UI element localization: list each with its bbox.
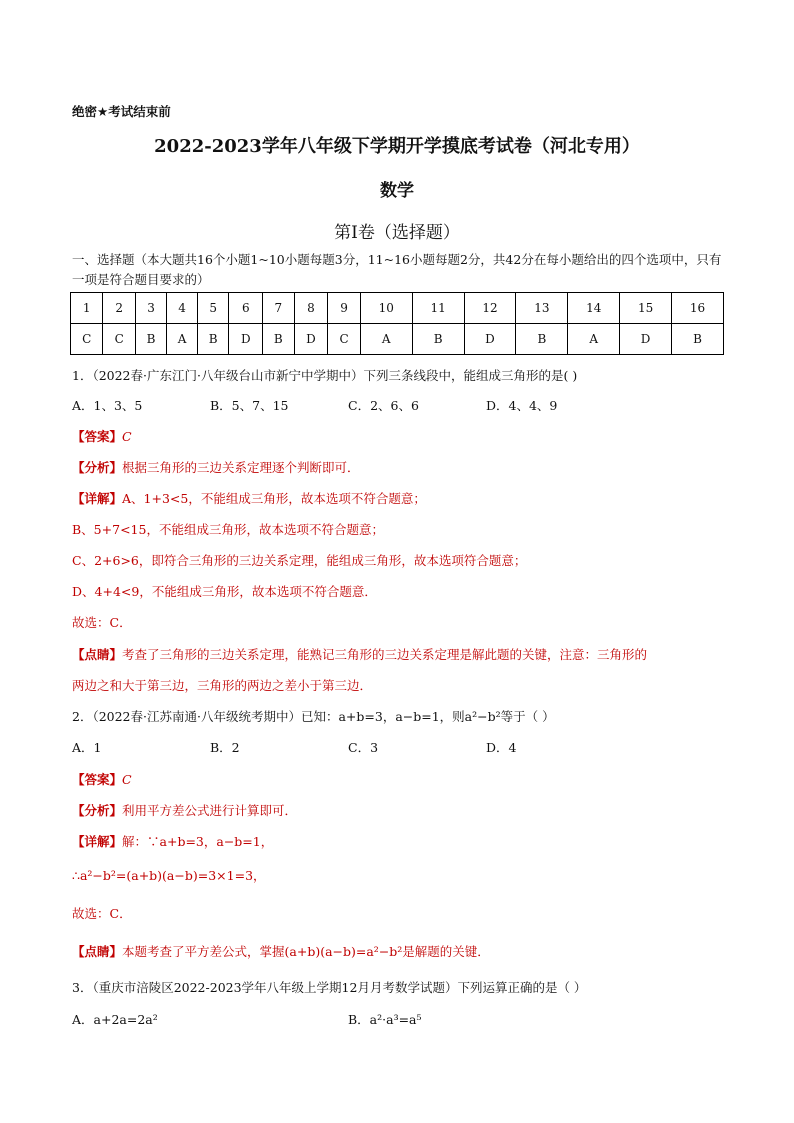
answer-cell: B	[516, 324, 568, 355]
q1-option-d: D．4、4、9	[486, 398, 558, 413]
q3-option-b: B．a²·a³=a⁵	[348, 1012, 422, 1027]
analysis-text: 根据三角形的三边关系定理逐个判断即可．	[122, 460, 360, 475]
detail-text: 解：∵a+b=3，a−b=1，	[122, 834, 274, 849]
question-number: 13	[516, 293, 568, 324]
question-number: 10	[360, 293, 412, 324]
question-number: 1	[71, 293, 103, 324]
q2-detail-2: ∴a²−b²=(a+b)(a−b)=3×1=3，	[72, 868, 266, 883]
confidential-mark: 绝密★考试结束前	[72, 104, 171, 119]
q2-stem	[72, 707, 555, 725]
subject-title: 数学	[380, 181, 414, 201]
answer-cell: A	[360, 324, 412, 355]
comment-text: 本题考查了平方差公式，掌握(a+b)(a−b)=a²−b²是解题的关键．	[122, 944, 490, 959]
answer-cell: B	[412, 324, 464, 355]
q1-option-a: A．1、3、5	[72, 398, 143, 413]
comment-text: 考查了三角形的三边关系定理，能熟记三角形的三边关系定理是解此题的关键，注意：三角形的	[122, 647, 648, 662]
answer-value: C	[122, 429, 132, 444]
question-number: 8	[294, 293, 328, 324]
q1-option-c: C．2、6、6	[348, 398, 419, 413]
q1-comment-2: 两边之和大于第三边，三角形的两边之差小于第三边．	[72, 678, 373, 693]
answer-cell: C	[103, 324, 135, 355]
answer-cell: B	[135, 324, 166, 355]
analysis-label: 【分析】	[72, 460, 123, 475]
q1-choice: 故选：C．	[72, 615, 132, 630]
answer-label: 【答案】	[72, 772, 123, 787]
answer-value: C	[122, 772, 132, 787]
q1-stem: 1．（2022春·广东江门·八年级台山市新宁中学期中）下列三条线段中，能组成三角形的是( )	[72, 368, 578, 383]
answer-cell: D	[620, 324, 672, 355]
q2-option-a: A．1	[72, 740, 102, 755]
volume-title: 第Ⅰ卷（选择题）	[334, 223, 460, 243]
q1-detail-4: D、4+4<9，不能组成三角形，故本选项不符合题意．	[72, 584, 377, 599]
answer-cell: A	[167, 324, 198, 355]
analysis-label: 【分析】	[72, 803, 123, 818]
section-instructions: 一、选择题（本大题共16个小题1~10小题每题3分，11~16小题每题2分，共42分在每小题给出的四个选项中，只有一项是符合题目要求的）	[72, 252, 722, 287]
answer-cell: A	[568, 324, 620, 355]
question-number: 14	[568, 293, 620, 324]
detail-text: A、1+3<5，不能组成三角形，故本选项不符合题意；	[122, 491, 426, 506]
q1-comment-1	[72, 645, 647, 663]
answer-table-number-row	[71, 293, 724, 324]
question-number: 2	[103, 293, 135, 324]
question-number: 12	[464, 293, 516, 324]
q2-stem-prefix: 2．（2022春·江苏南通·八年级统考期中）已知：	[72, 709, 339, 724]
q3-option-a: A．a+2a=2a²	[72, 1012, 158, 1027]
q2-stem-math: a+b=3，a−b=1，则a²−b²等于（ ）	[338, 709, 555, 724]
answer-table	[70, 292, 724, 355]
detail-label: 【详解】	[72, 491, 123, 506]
comment-label: 【点睛】	[72, 647, 123, 662]
answer-cell: C	[328, 324, 360, 355]
question-number: 15	[620, 293, 672, 324]
q2-detail-1	[72, 832, 273, 850]
question-number: 4	[167, 293, 198, 324]
q2-choice: 故选：C．	[72, 906, 132, 921]
q1-option-b: B．5、7、15	[210, 398, 289, 413]
q2-answer	[72, 770, 132, 788]
q2-option-b: B．2	[210, 740, 240, 755]
q1-analysis	[72, 458, 360, 476]
answer-table-answer-row	[71, 324, 724, 355]
question-number: 11	[412, 293, 464, 324]
question-number: 16	[672, 293, 724, 324]
exam-title: 2022-2023学年八年级下学期开学摸底考试卷（河北专用）	[154, 136, 640, 157]
comment-label: 【点睛】	[72, 944, 123, 959]
q2-analysis	[72, 801, 297, 819]
q1-detail-3: C、2+6>6，即符合三角形的三边关系定理，能组成三角形，故本选项符合题意；	[72, 553, 527, 568]
answer-cell: D	[229, 324, 263, 355]
detail-label: 【详解】	[72, 834, 123, 849]
answer-cell: B	[198, 324, 229, 355]
question-number: 5	[198, 293, 229, 324]
answer-cell: D	[464, 324, 516, 355]
answer-cell: B	[263, 324, 294, 355]
question-number: 7	[263, 293, 294, 324]
q3-stem: 3．（重庆市涪陵区2022-2023学年八年级上学期12月月考数学试题）下列运算正确的是（ ）	[72, 980, 587, 995]
q1-answer	[72, 427, 132, 445]
q2-option-d: D．4	[486, 740, 517, 755]
answer-cell: C	[71, 324, 103, 355]
question-number: 9	[328, 293, 360, 324]
analysis-text: 利用平方差公式进行计算即可．	[122, 803, 298, 818]
answer-label: 【答案】	[72, 429, 123, 444]
answer-cell: B	[672, 324, 724, 355]
question-number: 6	[229, 293, 263, 324]
q1-detail-2: B、5+7<15，不能组成三角形，故本选项不符合题意；	[72, 522, 384, 537]
q1-detail-1	[72, 489, 426, 507]
question-number: 3	[135, 293, 166, 324]
q2-comment	[72, 942, 490, 960]
q2-option-c: C．3	[348, 740, 379, 755]
answer-cell: D	[294, 324, 328, 355]
